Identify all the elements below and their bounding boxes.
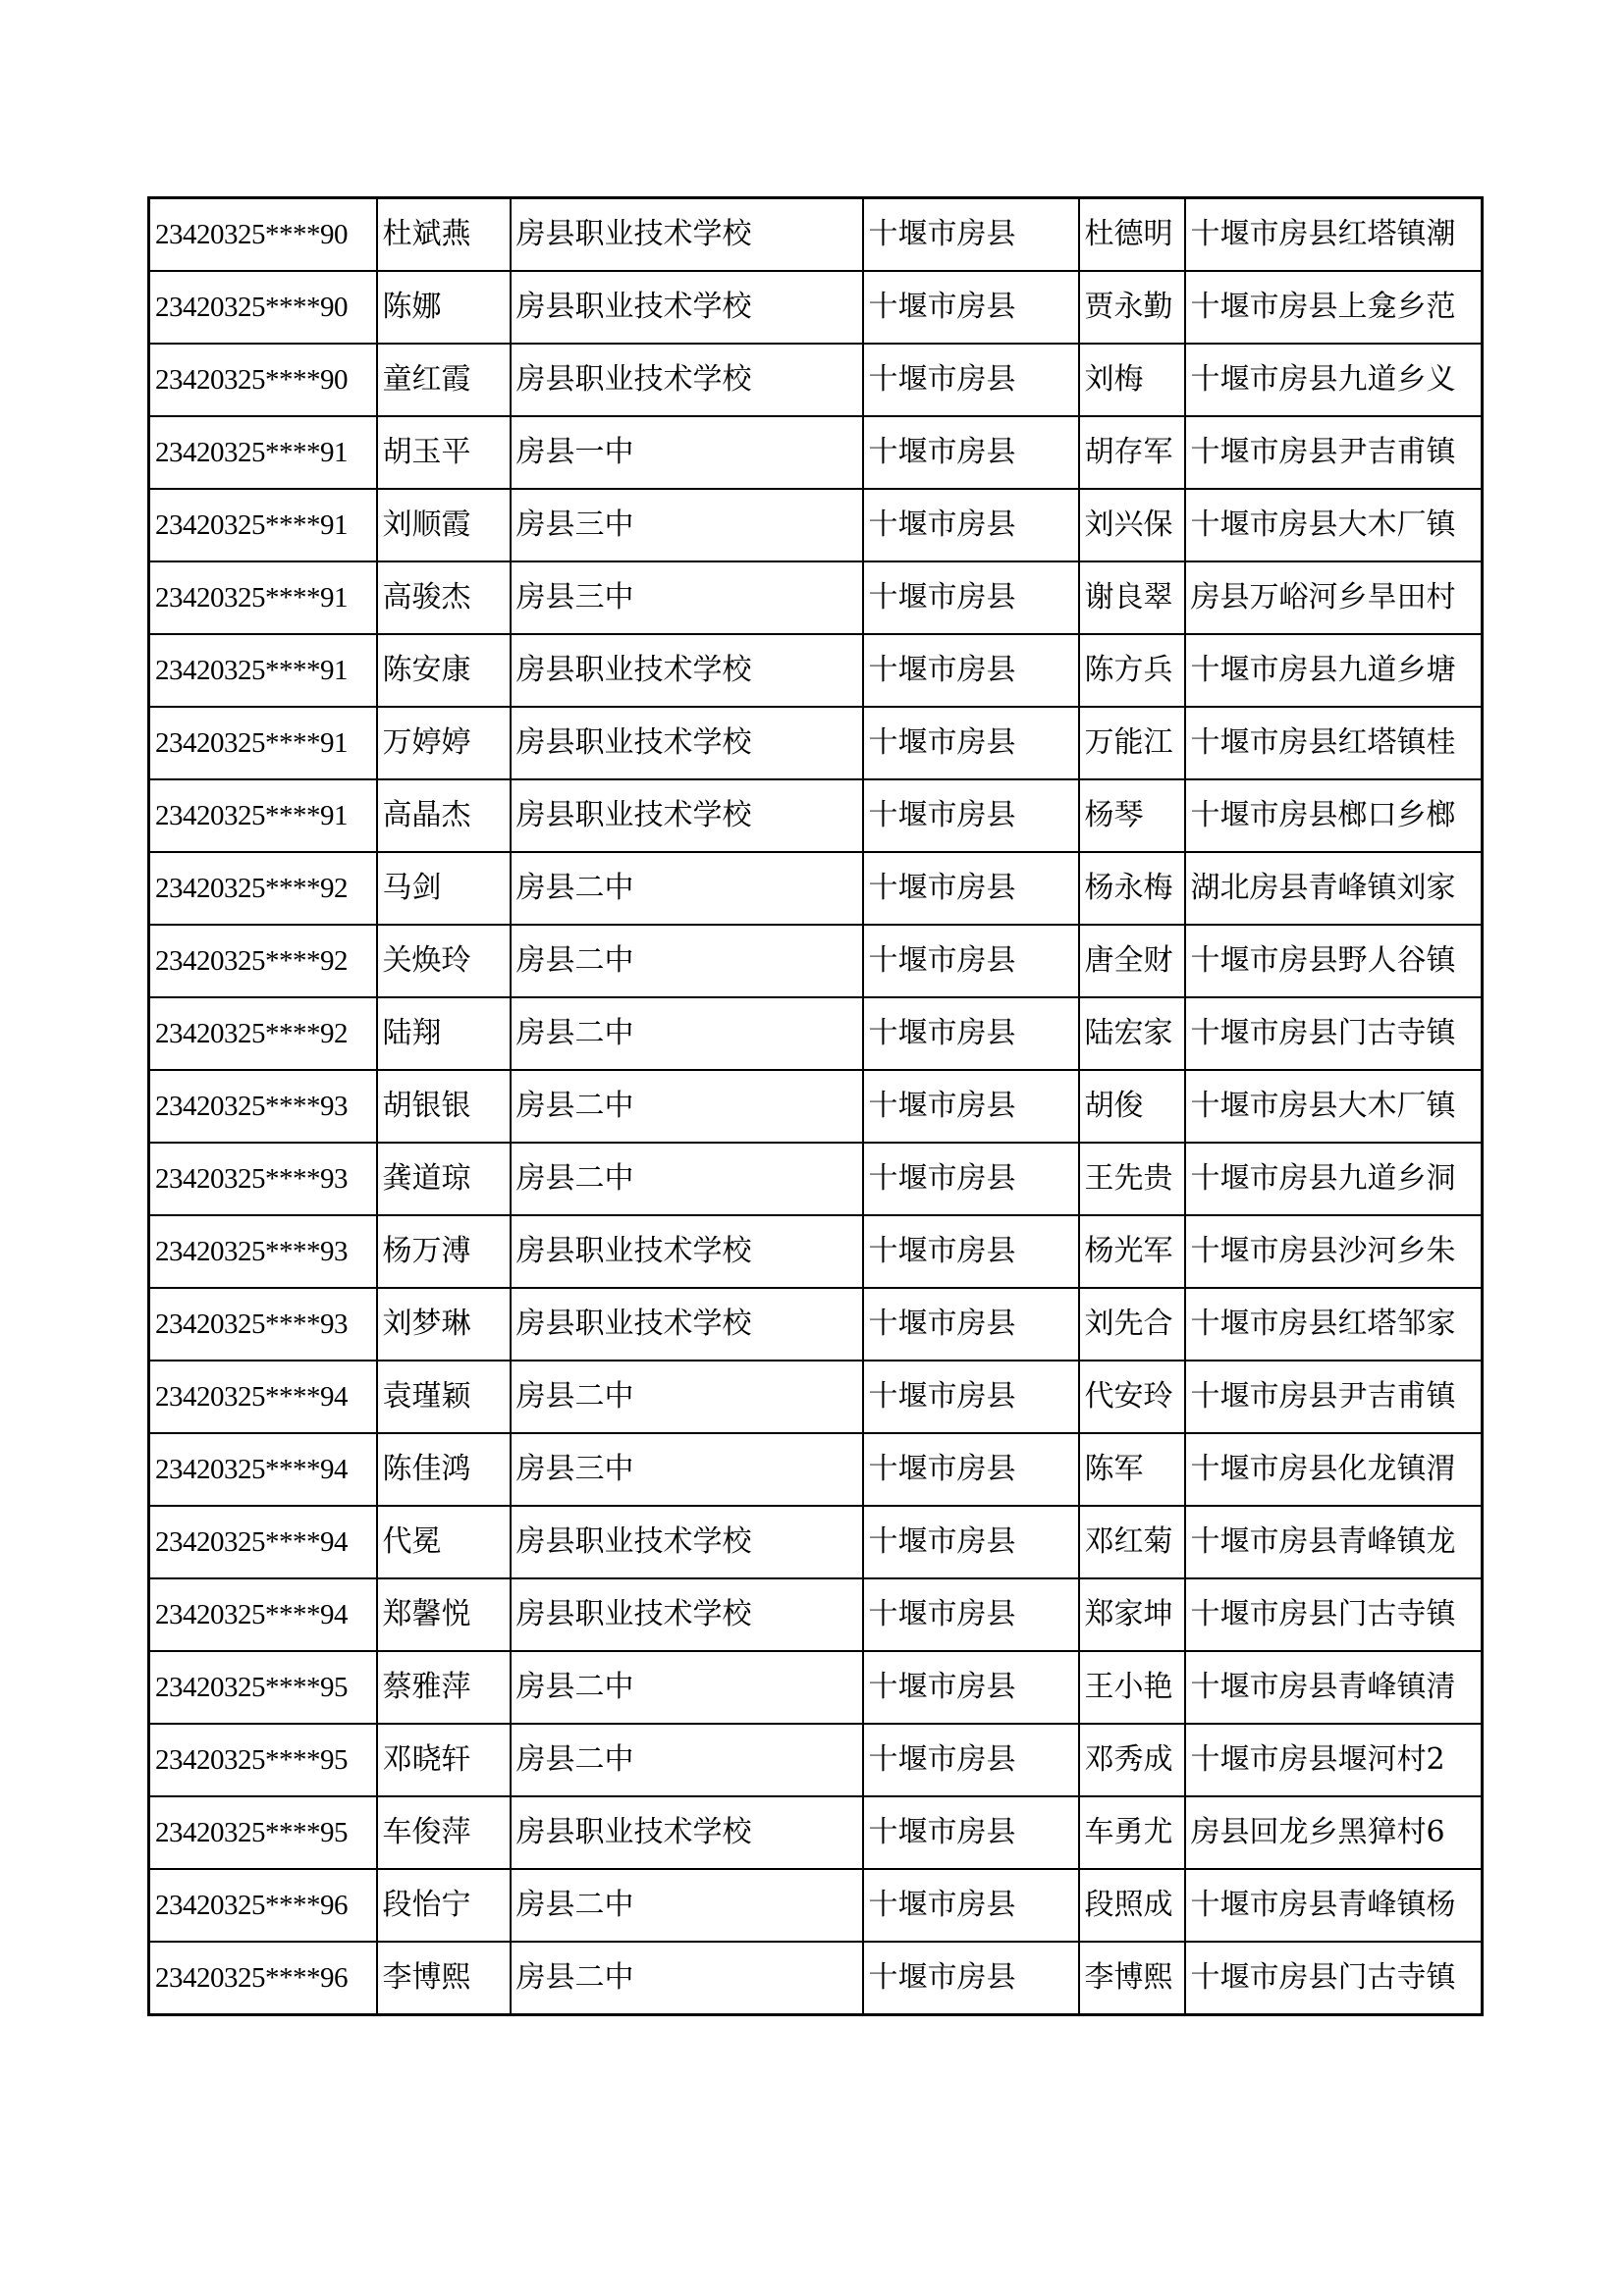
table-row [149, 925, 1483, 997]
region-cell: 十堰市房县 [863, 1869, 1079, 1942]
school-cell: 房县二中 [511, 1070, 863, 1143]
student-name-cell: 陈娜 [377, 271, 511, 344]
table-row [149, 1433, 1483, 1506]
student-id-cell: 23420325****93 [149, 1215, 377, 1288]
region-cell: 十堰市房县 [863, 1215, 1079, 1288]
school-cell: 房县二中 [511, 1724, 863, 1796]
table-row [149, 1143, 1483, 1215]
region-cell: 十堰市房县 [863, 1361, 1079, 1433]
student-name-cell: 陈佳鸿 [377, 1433, 511, 1506]
student-name-cell: 刘梦琳 [377, 1288, 511, 1361]
student-name-cell: 袁瑾颖 [377, 1361, 511, 1433]
table-row [149, 344, 1483, 416]
guardian-name-cell: 杜德明 [1079, 198, 1185, 272]
guardian-name-cell: 陈方兵 [1079, 634, 1185, 707]
guardian-name-cell: 谢良翠 [1079, 561, 1185, 634]
school-cell: 房县二中 [511, 1869, 863, 1942]
student-id-cell: 23420325****92 [149, 852, 377, 925]
school-cell: 房县三中 [511, 561, 863, 634]
region-cell: 十堰市房县 [863, 1433, 1079, 1506]
guardian-name-cell: 杨光军 [1079, 1215, 1185, 1288]
guardian-name-cell: 刘梅 [1079, 344, 1185, 416]
address-cell: 十堰市房县尹吉甫镇 [1185, 416, 1483, 489]
student-name-cell: 陆翔 [377, 997, 511, 1070]
address-cell: 十堰市房县门古寺镇 [1185, 997, 1483, 1070]
address-cell: 十堰市房县九道乡塘 [1185, 634, 1483, 707]
address-cell: 十堰市房县红塔镇潮 [1185, 198, 1483, 272]
table-row [149, 779, 1483, 852]
school-cell: 房县一中 [511, 416, 863, 489]
student-id-cell: 23420325****93 [149, 1288, 377, 1361]
address-cell: 十堰市房县堰河村2 [1185, 1724, 1483, 1796]
address-cell: 房县万峪河乡旱田村 [1185, 561, 1483, 634]
address-cell: 十堰市房县门古寺镇 [1185, 1578, 1483, 1651]
guardian-name-cell: 代安玲 [1079, 1361, 1185, 1433]
student-name-cell: 马剑 [377, 852, 511, 925]
school-cell: 房县二中 [511, 1651, 863, 1724]
region-cell: 十堰市房县 [863, 1506, 1079, 1578]
table-row [149, 271, 1483, 344]
student-id-cell: 23420325****95 [149, 1796, 377, 1869]
address-cell: 十堰市房县青峰镇清 [1185, 1651, 1483, 1724]
student-id-cell: 23420325****94 [149, 1361, 377, 1433]
guardian-name-cell: 郑家坤 [1079, 1578, 1185, 1651]
table-row [149, 707, 1483, 779]
school-cell: 房县职业技术学校 [511, 707, 863, 779]
region-cell: 十堰市房县 [863, 707, 1079, 779]
table-row [149, 1796, 1483, 1869]
guardian-name-cell: 邓秀成 [1079, 1724, 1185, 1796]
school-cell: 房县三中 [511, 489, 863, 561]
roster-table-body [149, 198, 1483, 2015]
student-id-cell: 23420325****91 [149, 707, 377, 779]
student-name-cell: 胡玉平 [377, 416, 511, 489]
address-cell: 十堰市房县上龛乡范 [1185, 271, 1483, 344]
roster-table [147, 196, 1484, 2016]
table-row [149, 561, 1483, 634]
student-id-cell: 23420325****93 [149, 1143, 377, 1215]
student-name-cell: 蔡雅萍 [377, 1651, 511, 1724]
address-cell: 十堰市房县青峰镇龙 [1185, 1506, 1483, 1578]
guardian-name-cell: 贾永勤 [1079, 271, 1185, 344]
guardian-name-cell: 杨琴 [1079, 779, 1185, 852]
guardian-name-cell: 邓红菊 [1079, 1506, 1185, 1578]
region-cell: 十堰市房县 [863, 198, 1079, 272]
student-id-cell: 23420325****93 [149, 1070, 377, 1143]
table-row [149, 1070, 1483, 1143]
school-cell: 房县职业技术学校 [511, 1796, 863, 1869]
student-id-cell: 23420325****91 [149, 634, 377, 707]
address-cell: 十堰市房县门古寺镇 [1185, 1942, 1483, 2015]
address-cell: 十堰市房县九道乡洞 [1185, 1143, 1483, 1215]
table-row [149, 1651, 1483, 1724]
student-name-cell: 车俊萍 [377, 1796, 511, 1869]
table-row [149, 852, 1483, 925]
school-cell: 房县职业技术学校 [511, 1578, 863, 1651]
school-cell: 房县二中 [511, 1143, 863, 1215]
guardian-name-cell: 刘先合 [1079, 1288, 1185, 1361]
table-row [149, 198, 1483, 272]
student-id-cell: 23420325****90 [149, 198, 377, 272]
guardian-name-cell: 唐全财 [1079, 925, 1185, 997]
student-name-cell: 胡银银 [377, 1070, 511, 1143]
guardian-name-cell: 陆宏家 [1079, 997, 1185, 1070]
student-id-cell: 23420325****91 [149, 489, 377, 561]
school-cell: 房县二中 [511, 852, 863, 925]
guardian-name-cell: 王小艳 [1079, 1651, 1185, 1724]
region-cell: 十堰市房县 [863, 997, 1079, 1070]
guardian-name-cell: 胡存军 [1079, 416, 1185, 489]
region-cell: 十堰市房县 [863, 416, 1079, 489]
region-cell: 十堰市房县 [863, 1288, 1079, 1361]
address-cell: 十堰市房县红塔邹家 [1185, 1288, 1483, 1361]
region-cell: 十堰市房县 [863, 489, 1079, 561]
guardian-name-cell: 段照成 [1079, 1869, 1185, 1942]
address-cell: 十堰市房县榔口乡榔 [1185, 779, 1483, 852]
address-cell: 十堰市房县九道乡义 [1185, 344, 1483, 416]
school-cell: 房县二中 [511, 1361, 863, 1433]
region-cell: 十堰市房县 [863, 1942, 1079, 2015]
student-name-cell: 龚道琼 [377, 1143, 511, 1215]
student-id-cell: 23420325****96 [149, 1942, 377, 2015]
school-cell: 房县职业技术学校 [511, 1288, 863, 1361]
school-cell: 房县职业技术学校 [511, 1506, 863, 1578]
student-name-cell: 童红霞 [377, 344, 511, 416]
school-cell: 房县职业技术学校 [511, 271, 863, 344]
address-cell: 十堰市房县大木厂镇 [1185, 1070, 1483, 1143]
region-cell: 十堰市房县 [863, 852, 1079, 925]
region-cell: 十堰市房县 [863, 1796, 1079, 1869]
table-row [149, 997, 1483, 1070]
address-cell: 十堰市房县红塔镇桂 [1185, 707, 1483, 779]
address-cell: 十堰市房县大木厂镇 [1185, 489, 1483, 561]
student-name-cell: 段怡宁 [377, 1869, 511, 1942]
school-cell: 房县二中 [511, 925, 863, 997]
student-id-cell: 23420325****91 [149, 779, 377, 852]
guardian-name-cell: 胡俊 [1079, 1070, 1185, 1143]
student-name-cell: 高晶杰 [377, 779, 511, 852]
table-row [149, 1288, 1483, 1361]
student-name-cell: 刘顺霞 [377, 489, 511, 561]
region-cell: 十堰市房县 [863, 1578, 1079, 1651]
table-row [149, 1506, 1483, 1578]
student-name-cell: 万婷婷 [377, 707, 511, 779]
guardian-name-cell: 刘兴保 [1079, 489, 1185, 561]
table-row [149, 416, 1483, 489]
student-name-cell: 陈安康 [377, 634, 511, 707]
student-id-cell: 23420325****91 [149, 416, 377, 489]
student-id-cell: 23420325****91 [149, 561, 377, 634]
student-id-cell: 23420325****96 [149, 1869, 377, 1942]
table-row [149, 1724, 1483, 1796]
student-id-cell: 23420325****94 [149, 1578, 377, 1651]
address-cell: 十堰市房县沙河乡朱 [1185, 1215, 1483, 1288]
guardian-name-cell: 王先贵 [1079, 1143, 1185, 1215]
table-row [149, 1361, 1483, 1433]
school-cell: 房县职业技术学校 [511, 1215, 863, 1288]
student-name-cell: 邓晓轩 [377, 1724, 511, 1796]
student-id-cell: 23420325****92 [149, 925, 377, 997]
region-cell: 十堰市房县 [863, 1651, 1079, 1724]
table-row [149, 1942, 1483, 2015]
school-cell: 房县职业技术学校 [511, 198, 863, 272]
school-cell: 房县二中 [511, 1942, 863, 2015]
address-cell: 房县回龙乡黑獐村6 [1185, 1796, 1483, 1869]
student-id-cell: 23420325****94 [149, 1433, 377, 1506]
student-id-cell: 23420325****92 [149, 997, 377, 1070]
address-cell: 湖北房县青峰镇刘家 [1185, 852, 1483, 925]
address-cell: 十堰市房县野人谷镇 [1185, 925, 1483, 997]
region-cell: 十堰市房县 [863, 1143, 1079, 1215]
region-cell: 十堰市房县 [863, 344, 1079, 416]
address-cell: 十堰市房县青峰镇杨 [1185, 1869, 1483, 1942]
student-name-cell: 代冕 [377, 1506, 511, 1578]
guardian-name-cell: 车勇尤 [1079, 1796, 1185, 1869]
student-id-cell: 23420325****90 [149, 344, 377, 416]
school-cell: 房县职业技术学校 [511, 634, 863, 707]
region-cell: 十堰市房县 [863, 925, 1079, 997]
guardian-name-cell: 李博熙 [1079, 1942, 1185, 2015]
school-cell: 房县三中 [511, 1433, 863, 1506]
region-cell: 十堰市房县 [863, 271, 1079, 344]
student-name-cell: 杨万溥 [377, 1215, 511, 1288]
table-row [149, 489, 1483, 561]
table-row [149, 1215, 1483, 1288]
table-row [149, 1869, 1483, 1942]
student-name-cell: 杜斌燕 [377, 198, 511, 272]
student-name-cell: 关焕玲 [377, 925, 511, 997]
student-id-cell: 23420325****95 [149, 1724, 377, 1796]
region-cell: 十堰市房县 [863, 1070, 1079, 1143]
student-id-cell: 23420325****95 [149, 1651, 377, 1724]
guardian-name-cell: 杨永梅 [1079, 852, 1185, 925]
student-name-cell: 李博熙 [377, 1942, 511, 2015]
region-cell: 十堰市房县 [863, 779, 1079, 852]
school-cell: 房县二中 [511, 997, 863, 1070]
guardian-name-cell: 陈军 [1079, 1433, 1185, 1506]
school-cell: 房县职业技术学校 [511, 779, 863, 852]
table-row [149, 634, 1483, 707]
region-cell: 十堰市房县 [863, 1724, 1079, 1796]
address-cell: 十堰市房县尹吉甫镇 [1185, 1361, 1483, 1433]
guardian-name-cell: 万能江 [1079, 707, 1185, 779]
student-name-cell: 高骏杰 [377, 561, 511, 634]
region-cell: 十堰市房县 [863, 561, 1079, 634]
address-cell: 十堰市房县化龙镇渭 [1185, 1433, 1483, 1506]
region-cell: 十堰市房县 [863, 634, 1079, 707]
student-id-cell: 23420325****94 [149, 1506, 377, 1578]
school-cell: 房县职业技术学校 [511, 344, 863, 416]
table-row [149, 1578, 1483, 1651]
student-id-cell: 23420325****90 [149, 271, 377, 344]
student-name-cell: 郑馨悦 [377, 1578, 511, 1651]
